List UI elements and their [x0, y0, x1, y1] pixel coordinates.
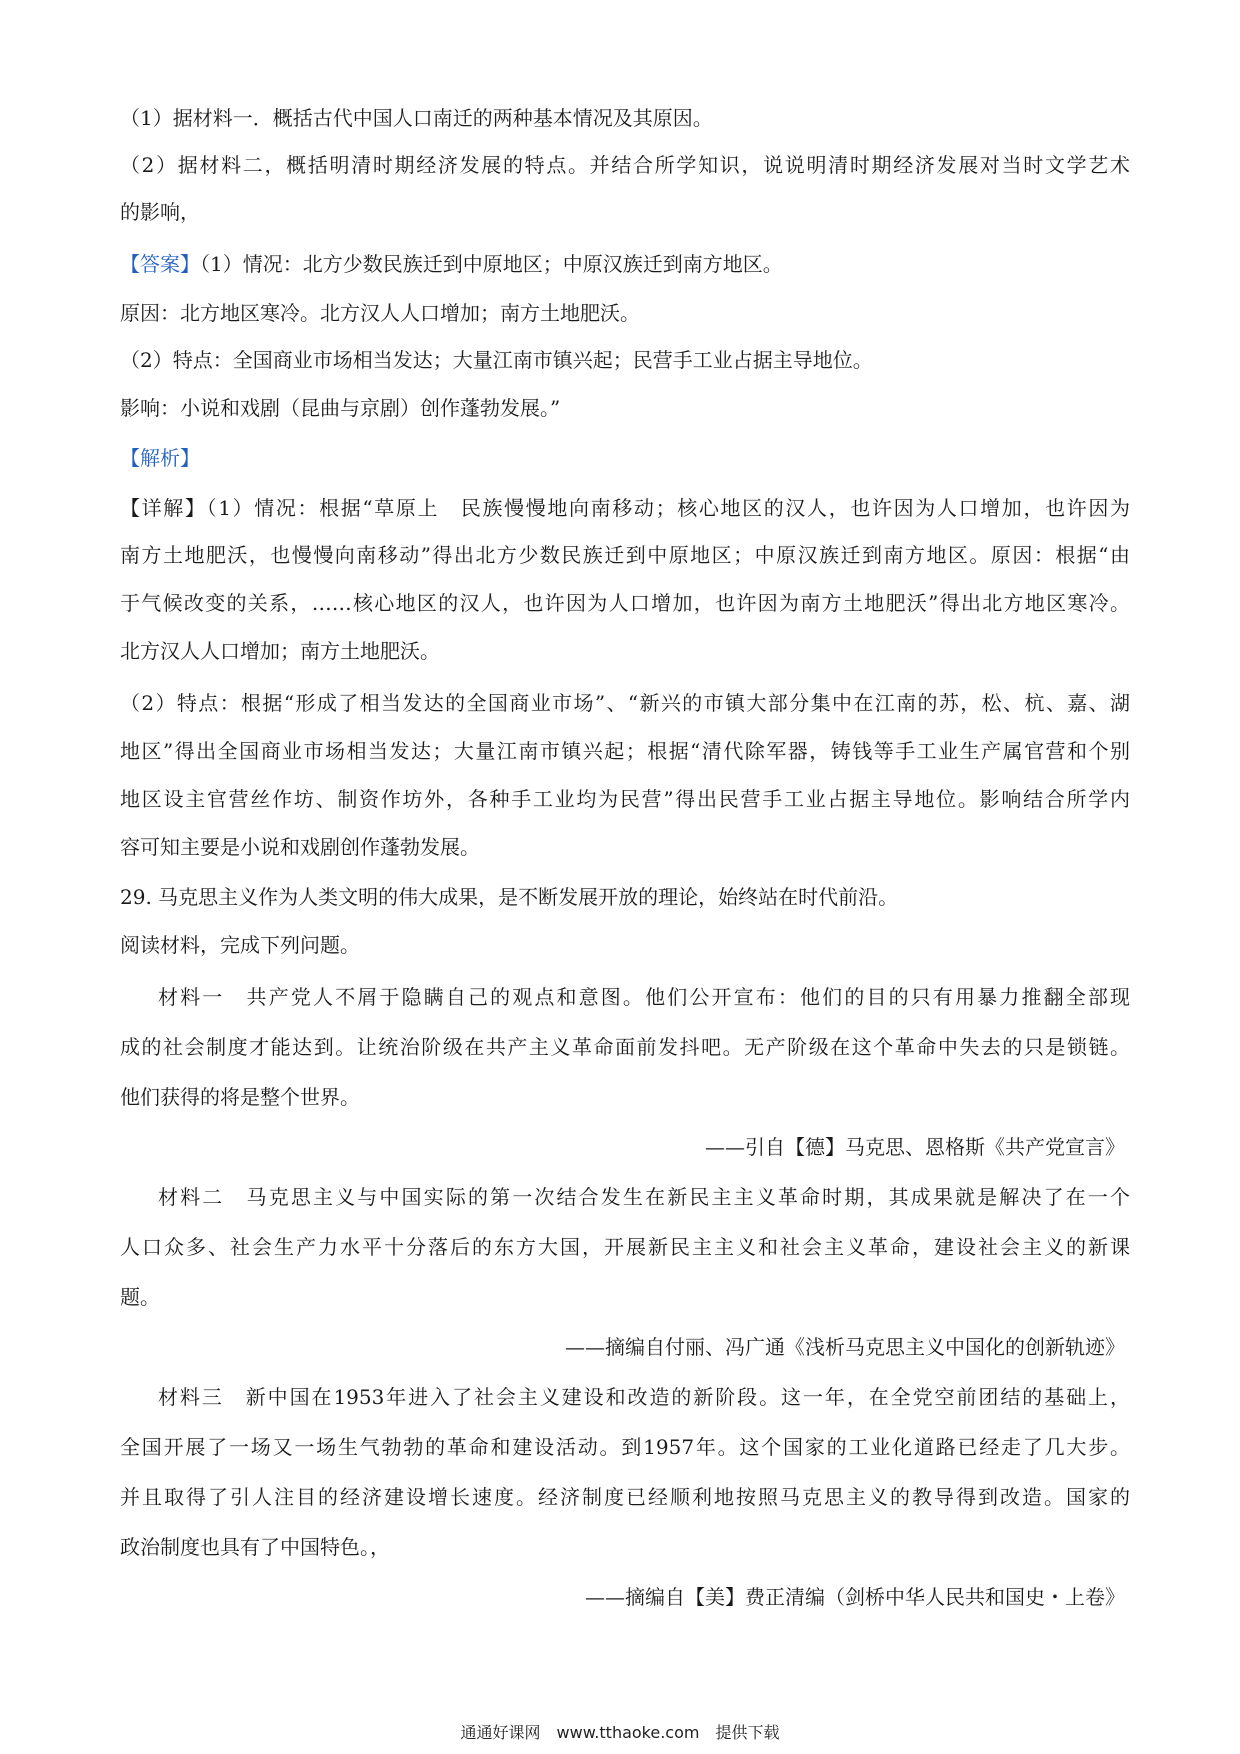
- analysis-p1-line-3: 于气候改变的关系，……核心地区的汉人，也许因为人口增加，也许因为南方土地肥沃”得出北方地区寒冷。: [120, 591, 1130, 615]
- answer-part-1: （1）情况：北方少数民族迁到中原地区；中原汉族迁到南方地区。: [200, 252, 783, 276]
- analysis-p2-line-4: 容可知主要是小说和戏剧创作蓬勃发展。: [120, 835, 480, 859]
- analysis-p2-line-1: （2）特点：根据“形成了相当发达的全国商业市场”、“新兴的市镇大部分集中在江南的苏，松、杭、嘉、湖: [120, 691, 1130, 715]
- analysis-p1-line-4: 北方汉人人口增加；南方土地肥沃。: [120, 639, 440, 663]
- question-29-instruction: 阅读材料，完成下列问题。: [120, 933, 360, 957]
- material-3-line-4: 政治制度也具有了中国特色。，: [120, 1535, 390, 1559]
- question-29-stem: 29. 马克思主义作为人类文明的伟大成果，是不断发展开放的理论，始终站在时代前沿。: [120, 885, 899, 909]
- analysis-p1-line-1: 【详解】（1）情况：根据“草原上 民族慢慢地向南移动；核心地区的汉人，也许因为人口增加，也许因为: [120, 496, 1130, 520]
- material-2-line-3: 题。: [120, 1285, 160, 1309]
- answer-tag: 【答案】: [120, 252, 200, 276]
- answer-reason: 原因：北方地区寒冷。北方汉人人口增加；南方土地肥沃。: [120, 301, 640, 325]
- material-3-source: ——摘编自【美】费正清编（剑桥中华人民共和国史・上卷》: [585, 1585, 1125, 1609]
- question-2-line-1: （2）据材料二，概括明清时期经济发展的特点。并结合所学知识，说说明清时期经济发展对当时文学艺术: [120, 153, 1130, 177]
- material-3-line-3: 并且取得了引人注目的经济建设增长速度。经济制度已经顺利地按照马克思主义的教导得到改造。国家的: [120, 1485, 1130, 1509]
- material-2-line-1: 材料二 马克思主义与中国实际的第一次结合发生在新民主主义革命时期，其成果就是解决了在一个: [158, 1185, 1130, 1209]
- page-footer: 通通好课网 www.tthaoke.com 提供下载: [460, 1723, 780, 1742]
- material-3-line-1: 材料三 新中国在1953年进入了社会主义建设和改造的新阶段。这一年，在全党空前团结的基础上，: [158, 1385, 1130, 1409]
- material-3-line-2: 全国开展了一场又一场生气勃勃的革命和建设活动。到1957年。这个国家的工业化道路已经走了几大步。: [120, 1435, 1130, 1459]
- analysis-tag: 【解析】: [120, 446, 200, 470]
- analysis-p1-line-2: 南方土地肥沃，也慢慢向南移动”得出北方少数民族迁到中原地区；中原汉族迁到南方地区。原因：根据“由: [120, 543, 1130, 567]
- answer-effect: 影响：小说和戏剧（昆曲与京剧）创作蓬勃发展。”: [120, 396, 561, 420]
- answer-line-1: [120, 250, 1130, 278]
- material-1-source: ——引自【德】马克思、恩格斯《共产党宣言》: [705, 1135, 1125, 1159]
- answer-part-2: （2）特点：全国商业市场相当发达；大量江南市镇兴起；民营手工业占据主导地位。: [120, 348, 873, 372]
- material-1-line-1: 材料一 共产党人不屑于隐瞒自己的观点和意图。他们公开宣布：他们的目的只有用暴力推翻全部现: [158, 985, 1130, 1009]
- question-2-line-2: 的影响，: [120, 200, 200, 224]
- material-1-line-3: 他们获得的将是整个世界。: [120, 1085, 360, 1109]
- material-1-line-2: 成的社会制度才能达到。让统治阶级在共产主义革命面前发抖吧。无产阶级在这个革命中失去的只是锁链。: [120, 1035, 1130, 1059]
- detail-tag: 【详解】: [120, 496, 207, 520]
- question-1: （1）据材料一．概括古代中国人口南迁的两种基本情况及其原因。: [120, 106, 713, 130]
- analysis-p2-line-3: 地区设主官营丝作坊、制资作坊外，各种手工业均为民营”得出民营手工业占据主导地位。影响结合所学内: [120, 787, 1130, 811]
- analysis-p2-line-2: 地区”得出全国商业市场相当发达；大量江南市镇兴起；根据“清代除军器，铸钱等手工业生产属官营和个别: [120, 739, 1130, 763]
- material-2-source: ——摘编自付丽、冯广通《浅析马克思主义中国化的创新轨迹》: [565, 1335, 1125, 1359]
- material-2-line-2: 人口众多、社会生产力水平十分落后的东方大国，开展新民主主义和社会主义革命，建设社会主义的新课: [120, 1235, 1130, 1259]
